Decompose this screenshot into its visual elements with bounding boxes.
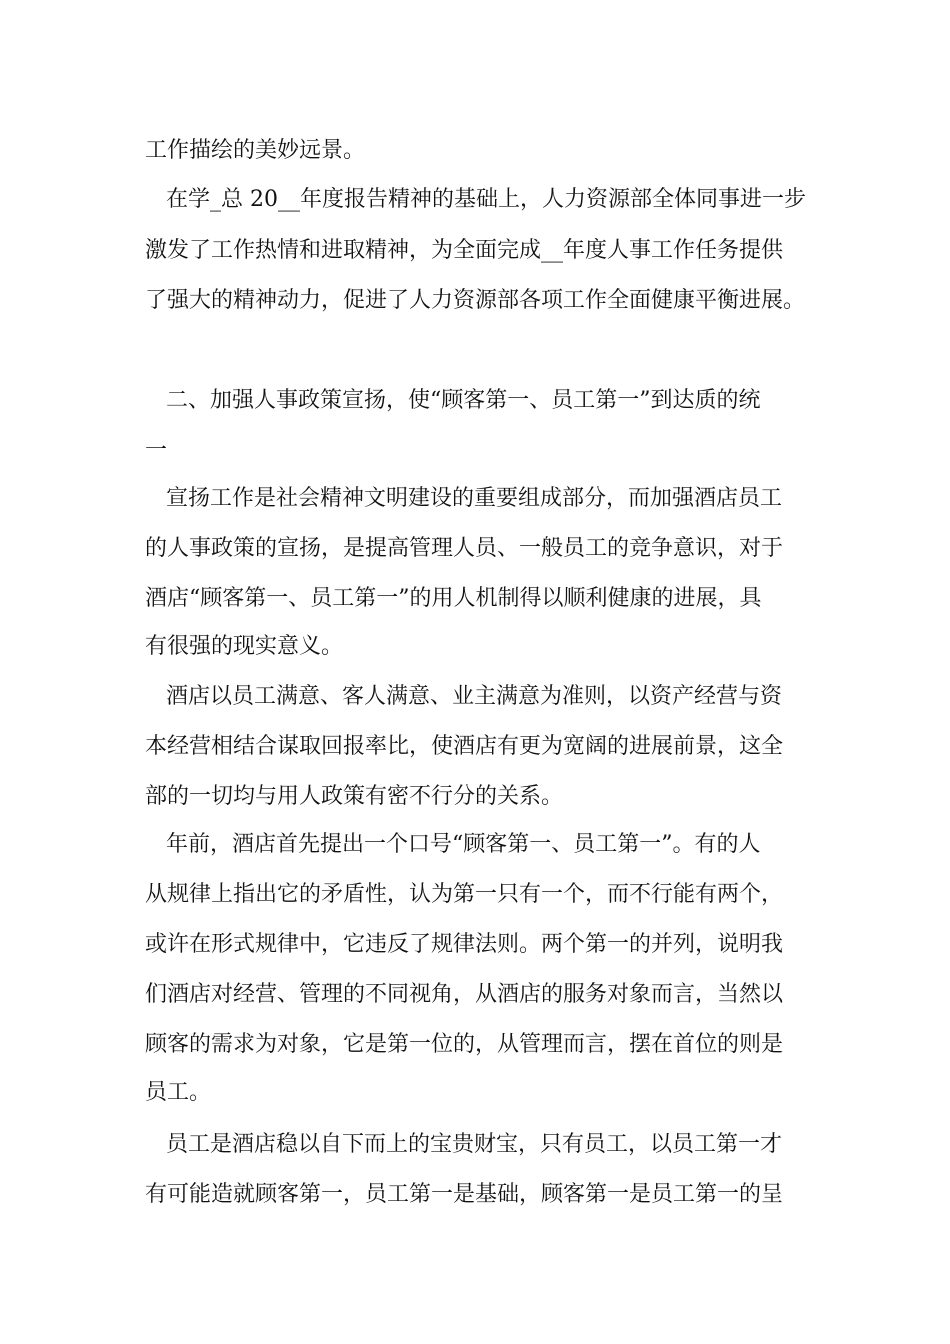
text-line: 酒店以员工满意、客人满意、业主满意为准则，以资产经营与资 xyxy=(166,684,783,709)
text-line: 了强大的精神动力，促进了人力资源部各项工作全面健康平衡进展。 xyxy=(145,288,806,313)
section-heading: 二、加强人事政策宣扬，使“顾客第一、员工第一”到达质的统 xyxy=(166,388,761,413)
text-line: 员工是酒店稳以自下而上的宝贵财宝，只有员工，以员工第一才 xyxy=(166,1132,783,1157)
text-line: 部的一切均与用人政策有密不行分的关系。 xyxy=(145,784,564,809)
text-line: 有可能造就顾客第一，员工第一是基础，顾客第一是员工第一的呈 xyxy=(145,1182,784,1207)
text-line: 在学_总 20__年度报告精神的基础上，人力资源部全体同事进一步 xyxy=(166,187,806,212)
text-line: 本经营相结合谋取回报率比，使酒店有更为宽阔的进展前景，这全 xyxy=(145,734,784,759)
text-line: 或许在形式规律中，它违反了规律法则。两个第一的并列，说明我 xyxy=(145,932,784,957)
text-line: 们酒店对经营、管理的不同视角，从酒店的服务对象而言，当然以 xyxy=(145,982,784,1007)
text-line: 的人事政策的宣扬，是提高管理人员、一般员工的竞争意识，对于 xyxy=(145,536,784,561)
text-line: 从规律上指出它的矛盾性，认为第一只有一个，而不行能有两个， xyxy=(145,882,784,907)
text-line: 激发了工作热情和进取精神，为全面完成__年度人事工作任务提供 xyxy=(145,238,784,263)
text-line: 员工。 xyxy=(145,1080,212,1105)
text-line: 工作描绘的美妙远景。 xyxy=(145,138,366,163)
section-heading-continued: 一 xyxy=(145,438,168,463)
text-line: 年前，酒店首先提出一个口号“顾客第一、员工第一”。有的人 xyxy=(166,832,761,857)
text-line: 有很强的现实意义。 xyxy=(145,634,344,659)
text-line: 酒店“顾客第一、员工第一”的用人机制得以顺利健康的进展，具 xyxy=(145,586,762,611)
text-line: 顾客的需求为对象，它是第一位的，从管理而言，摆在首位的则是 xyxy=(145,1032,784,1057)
text-line: 宣扬工作是社会精神文明建设的重要组成部分，而加强酒店员工 xyxy=(166,486,783,511)
